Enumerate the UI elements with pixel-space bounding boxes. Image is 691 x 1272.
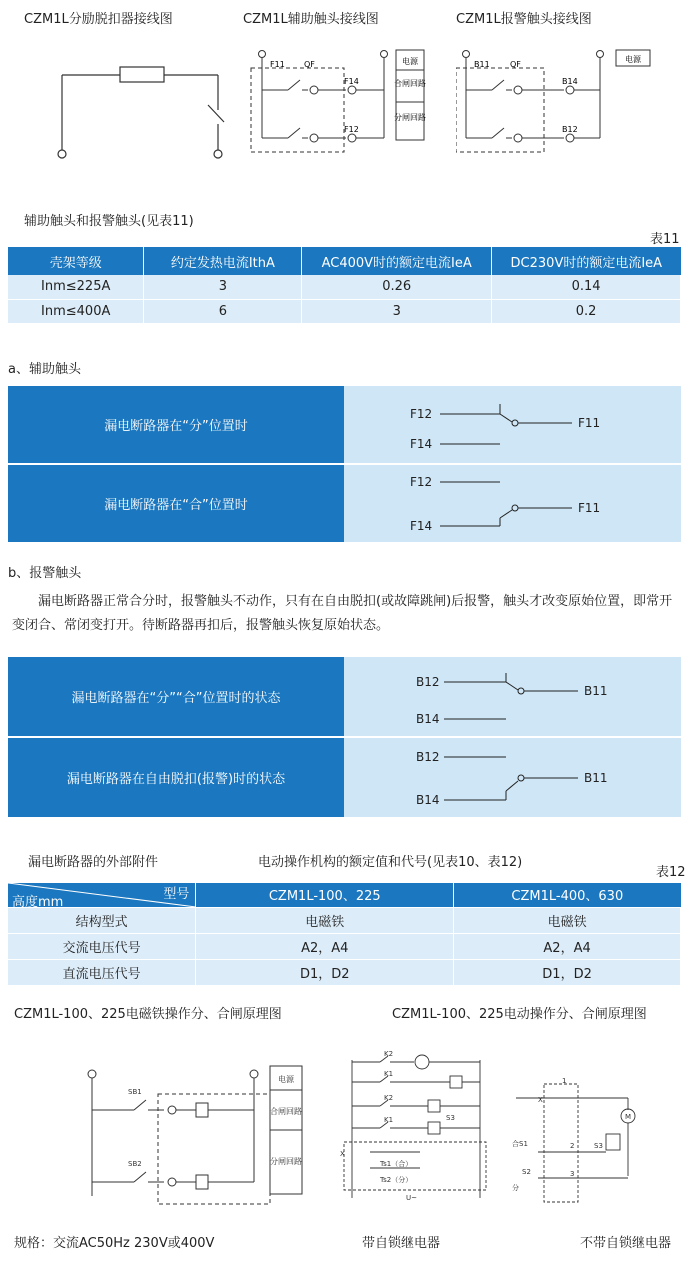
- alarm-diagram-title: CZM1L报警触头接线图: [456, 12, 592, 27]
- alarm-contact-diagram-panel: [344, 657, 681, 817]
- s2-label: S2: [522, 1168, 531, 1176]
- table-cell: 6: [144, 299, 302, 323]
- aux-contact-band: [8, 386, 681, 542]
- table-cell: A2，A4: [196, 933, 454, 959]
- b11-label: B11: [584, 684, 608, 698]
- terminal-2-label: 2: [570, 1142, 575, 1150]
- power-label: 电源: [625, 55, 641, 64]
- shunt-trip-diagram: [40, 40, 240, 170]
- motor-self-lock-relay-diagram: [340, 1048, 500, 1208]
- ts1-label: Ts1（合）: [380, 1160, 413, 1168]
- close-circuit-label: 合闸回路: [270, 1107, 302, 1116]
- table-cell: 直流电压代号: [8, 959, 196, 985]
- table-cell: 0.2: [492, 299, 681, 323]
- k2-label: K2: [384, 1094, 394, 1102]
- table-cell: Inm≤225A: [8, 275, 144, 299]
- x-label: X: [340, 1150, 345, 1158]
- close-circuit-label: 合闸回路: [394, 79, 426, 88]
- f14-label: F14: [410, 519, 433, 533]
- b12-label: B12: [416, 750, 440, 764]
- b14-label: B14: [416, 793, 440, 807]
- qf-label: QF: [510, 60, 521, 69]
- f14-label: F14: [410, 437, 433, 451]
- k1-label: K1: [384, 1070, 394, 1078]
- table11-number: 表11: [650, 232, 680, 247]
- table-header: 约定发热电流IthA: [144, 247, 302, 275]
- table-header-row: [8, 247, 681, 275]
- voltage-label: U~: [406, 1194, 417, 1202]
- power-label: 电源: [402, 57, 418, 66]
- table-cell: 交流电压代号: [8, 933, 196, 959]
- f12-label: F12: [410, 475, 433, 489]
- electromagnet-diagram-title: CZM1L-100、225电磁铁操作分、合闸原理图: [14, 1007, 282, 1022]
- table-cell: D1，D2: [196, 959, 454, 985]
- table-corner-cell: [8, 883, 196, 910]
- table12-number: 表12: [656, 865, 686, 880]
- qf-label: QF: [304, 60, 315, 69]
- table-cell: 电磁铁: [196, 907, 454, 933]
- motor-diagram-title: CZM1L-100、225电动操作分、合闸原理图: [392, 1007, 647, 1022]
- table11: [8, 247, 681, 324]
- k2-label: K2: [384, 1050, 394, 1058]
- b11-label: B11: [584, 771, 608, 785]
- b14-label: B14: [562, 77, 578, 86]
- sb1-label: SB1: [128, 1088, 142, 1096]
- alarm-contact-title: b、报警触头: [8, 566, 82, 581]
- s1-label: 合S1: [512, 1140, 528, 1148]
- table-cell: 0.26: [302, 275, 492, 299]
- ts2-label: Ts2（分）: [380, 1176, 413, 1184]
- electromagnet-operation-diagram: [76, 1058, 306, 1208]
- external-accessories-subtitle: 电动操作机构的额定值和代号(见表10、表12): [258, 855, 523, 870]
- height-header: 高度mm: [12, 895, 64, 910]
- k1-label: K1: [384, 1116, 394, 1124]
- table-cell: 电磁铁: [454, 907, 681, 933]
- f11-label: F11: [270, 60, 285, 69]
- f14-label: F14: [344, 77, 359, 86]
- aux-diagram-title: CZM1L辅助触头接线图: [243, 12, 379, 27]
- f11-label: F11: [578, 501, 601, 515]
- open-label: 分: [512, 1184, 519, 1192]
- table-cell: 0.14: [492, 275, 681, 299]
- sb2-label: SB2: [128, 1160, 142, 1168]
- aux-contact-diagram-panel: [344, 386, 681, 542]
- alarm-contact-state-diagram: [344, 657, 681, 817]
- table-cell: 3: [144, 275, 302, 299]
- terminal-1-label: 1: [562, 1077, 567, 1085]
- table-cell: A2，A4: [454, 933, 681, 959]
- open-circuit-label: 分闸回路: [270, 1157, 302, 1166]
- table-header-row: [8, 883, 681, 907]
- aux-contact-state-diagram: [344, 386, 681, 542]
- open-circuit-label: 分闸回路: [394, 113, 426, 122]
- alarm-contact-description: 漏电断路器正常合分时，报警触头不动作，只有在自由脱扣(或故障跳闸)后报警，触头才改变原始位置，即常开变闭合、常闭变打开。待断路器再扣后，报警触头恢复原始状态。: [12, 594, 673, 633]
- alarm-contact-wiring-diagram: [456, 40, 656, 165]
- alarm-normal-state-label: 漏电断路器在“分”“合”位置时的状态: [8, 657, 344, 736]
- b11-label: B11: [474, 60, 490, 69]
- table-cell: D1，D2: [454, 959, 681, 985]
- x-label: X: [538, 1096, 543, 1104]
- s3-label: S3: [594, 1142, 603, 1150]
- b12-label: B12: [562, 125, 578, 134]
- motor-label: M: [625, 1113, 632, 1121]
- shunt-diagram-title: CZM1L分励脱扣器接线图: [24, 12, 173, 27]
- table-row: [8, 275, 681, 299]
- model-header: 型号: [163, 887, 190, 902]
- aux-closed-state-label: 漏电断路器在“合”位置时: [8, 465, 344, 542]
- aux-open-state-label: 漏电断路器在“分”位置时: [8, 386, 344, 463]
- b14-label: B14: [416, 712, 440, 726]
- table-header: AC400V时的额定电流IeA: [302, 247, 492, 275]
- self-lock-caption: 带自锁继电器: [362, 1236, 441, 1251]
- table-header: CZM1L-100、225: [196, 883, 454, 907]
- table-header: 壳架等级: [8, 247, 144, 275]
- aux-contact-title: a、辅助触头: [8, 362, 81, 377]
- table-cell: Inm≤400A: [8, 299, 144, 323]
- f11-label: F11: [578, 416, 601, 430]
- table-cell: 结构型式: [8, 907, 196, 933]
- alarm-trip-state-label: 漏电断路器在自由脱扣(报警)时的状态: [8, 738, 344, 817]
- table-row: [8, 907, 681, 933]
- table-row: [8, 959, 681, 985]
- table-header: CZM1L-400、630: [454, 883, 681, 907]
- aux-contact-wiring-diagram: [248, 40, 428, 165]
- no-self-lock-caption: 不带自锁继电器: [580, 1236, 672, 1251]
- aux-alarm-section-title: 辅助触头和报警触头(见表11): [24, 214, 194, 229]
- table-row: [8, 299, 681, 323]
- motor-no-self-lock-diagram: [508, 1076, 658, 1210]
- s3-label: S3: [446, 1114, 455, 1122]
- f12-label: F12: [410, 407, 433, 421]
- terminal-3-label: 3: [570, 1170, 575, 1178]
- table-header: DC230V时的额定电流IeA: [492, 247, 681, 275]
- alarm-contact-band: [8, 657, 681, 817]
- table-row: [8, 933, 681, 959]
- power-label: 电源: [278, 1075, 294, 1084]
- table-cell: 3: [302, 299, 492, 323]
- b12-label: B12: [416, 675, 440, 689]
- f12-label: F12: [344, 125, 359, 134]
- external-accessories-title: 漏电断路器的外部附件: [28, 855, 159, 870]
- table12: [8, 883, 681, 986]
- spec-text: 规格：交流AC50Hz 230V或400V: [14, 1236, 215, 1251]
